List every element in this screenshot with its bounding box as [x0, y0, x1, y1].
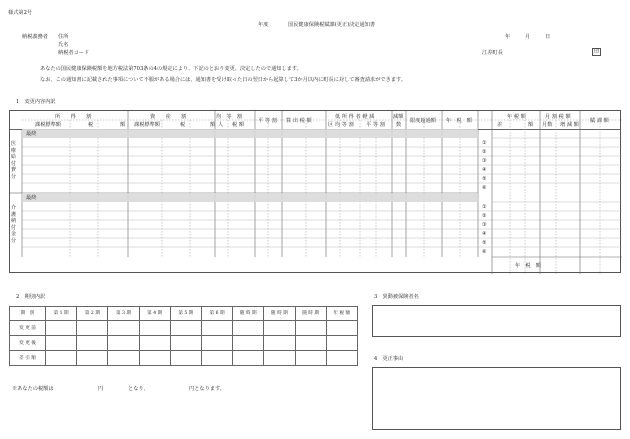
period-header-7: 随 時 期 [233, 307, 264, 321]
subheader-assets-base: 課税標準額 [134, 122, 160, 128]
date-day-label: 日 [545, 34, 551, 40]
circle-5a: ⑤ [482, 176, 487, 182]
section-3-title: 3 異動被保険者名 [374, 294, 419, 300]
period-breakdown-table [9, 306, 358, 366]
header-annual: 年 税 額 [446, 118, 472, 124]
subheader-assets-amount: 額 [210, 122, 216, 128]
row-group-care: 介護納付金分 [11, 205, 17, 244]
header-annual-tax: 年 税 額 [507, 114, 526, 120]
circle-3b: ③ [482, 222, 487, 228]
section-1-title: 1 変更内容内訳 [16, 99, 56, 105]
footer-prefix: ※あなたの税額は [12, 386, 54, 392]
period-header-0: 期 別 [10, 307, 46, 321]
header-income: 所 得 割 [55, 114, 92, 120]
period-header-9: 随 時 期 [295, 307, 326, 321]
header-assets: 資 産 割 [150, 114, 187, 120]
name-label: 氏名 [58, 42, 69, 48]
circle-2b: ② [482, 213, 487, 219]
notice-line-2: なお、この通知書に記載された事項について不服がある場合には、通知書を受け取った日の翌日から起算して3か月以内に町長に対して審査請求ができます。 [40, 77, 406, 83]
annual-tax-total-label: 年 税 額 [515, 263, 541, 269]
taxpayer-code-label: 納税者コード [58, 50, 90, 56]
circle-1b: ① [482, 204, 487, 210]
fiscal-year-label: 年度 [258, 22, 269, 28]
circle-2a: ② [482, 149, 487, 155]
period-row-before: 変 更 前 [10, 321, 46, 336]
period-header-3: 第 3 期 [108, 307, 139, 321]
notice-line-1: あなたの国民健康保険税額を地方税法第703条の4の規定により、下記のとおり変更、決定したので通知します。 [40, 66, 302, 72]
address-label: 住所 [58, 34, 69, 40]
document-title: 国民健康保険税賦課(更正)決定通知書 [288, 22, 376, 28]
subheader-income-rate: 税 [88, 122, 94, 128]
header-reduction: 減額 [393, 114, 404, 120]
period-header-2: 第 2 期 [77, 307, 108, 321]
header-per-capita: 均 等 割 [216, 114, 242, 120]
subheader-diff-amount: 額 [528, 122, 534, 128]
footer-mid: となり、 [128, 386, 149, 392]
table-grid [10, 111, 622, 274]
final-row-label-1: 最終 [26, 131, 37, 137]
subheader-per-person: 税 額 [232, 122, 245, 128]
header-calculated: 算 出 税 額 [286, 118, 312, 124]
subheader-income-amount: 額 [120, 122, 126, 128]
subheader-flat-split: 平 等 割 [366, 122, 385, 128]
period-header-4: 第 4 期 [139, 307, 170, 321]
circle-6a: ⑥ [482, 185, 487, 191]
row-group-medical: 医療給付費分 [11, 141, 17, 180]
footer-yen-1: 円 [98, 386, 104, 392]
subheader-ratio: 区 均 等 割 [328, 122, 354, 128]
header-low-income: 低 所 得 者 軽 減 [335, 114, 375, 120]
issuer-label: 江差町長 [482, 50, 503, 56]
correction-reason-box [372, 367, 621, 430]
footer-yen-2: 円となります。 [189, 386, 225, 392]
subheader-diff: 差 [497, 122, 503, 128]
header-exceed: 限度超過額 [410, 118, 436, 124]
period-row-diff: 差 引 額 [10, 351, 46, 366]
section-4-title: 4 更正事由 [374, 356, 404, 362]
subheader-incdec: 増 減 額 [560, 122, 579, 128]
subheader-assets-rate: 税 [180, 122, 186, 128]
header-monthly: 月 割 税 額 [545, 114, 571, 120]
header-flat: 平 等 割 [258, 118, 277, 124]
section-2-title: 2 期別内訳 [16, 294, 46, 300]
circle-4a: ④ [482, 167, 487, 173]
final-row-label-2: 最終 [26, 195, 37, 201]
changed-insured-box [372, 305, 621, 337]
circle-1a: ① [482, 140, 487, 146]
period-row-after: 変 更 後 [10, 336, 46, 351]
period-header-5: 第 5 期 [170, 307, 201, 321]
subheader-people: 人 [218, 122, 224, 128]
subheader-months: 月数 [542, 122, 553, 128]
circle-6b: ⑥ [482, 249, 487, 255]
circle-5b: ⑤ [482, 240, 487, 246]
change-detail-table [9, 110, 621, 273]
date-month-label: 月 [525, 34, 531, 40]
period-header-1: 第 1 期 [46, 307, 77, 321]
circle-4b: ④ [482, 231, 487, 237]
addressee-label: 納税義務者 [22, 34, 48, 40]
period-header-6: 第 6 期 [201, 307, 232, 321]
form-number: 様式第2号 [8, 10, 33, 16]
date-year-label: 年 [505, 34, 511, 40]
subheader-count: 数 [396, 122, 402, 128]
period-header-8: 随 時 期 [264, 307, 295, 321]
period-header-10: 年 税 額 [326, 307, 357, 321]
header-levy: 賦 課 額 [590, 118, 609, 124]
subheader-income-base: 課税標準額 [35, 122, 61, 128]
circle-3a: ③ [482, 158, 487, 164]
seal-mark: 印 [594, 49, 600, 55]
